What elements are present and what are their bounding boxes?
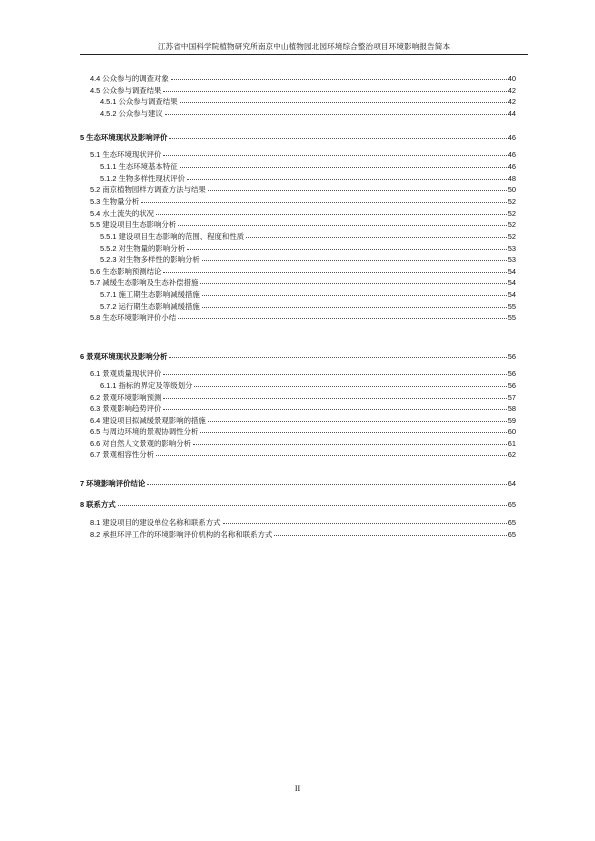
toc-entry[interactable] — [80, 133, 516, 143]
dot-leader — [180, 167, 507, 168]
toc-entry[interactable] — [90, 450, 516, 460]
page-number: II — [294, 784, 301, 793]
toc-entry-number: 4.5.1 — [100, 97, 117, 106]
toc-entry-number: 6.2 — [90, 392, 101, 402]
toc-entry-title: 景观影响趋势评价 — [102, 404, 162, 413]
toc-entry-page: 46 — [507, 133, 516, 142]
toc-entry-title: 指标的界定及等级划分 — [118, 381, 193, 390]
toc-entry-title: 生态环境基本特征 — [118, 162, 178, 171]
toc-entry-page: 53 — [507, 255, 516, 264]
dot-leader — [200, 283, 506, 284]
toc-entry-number: 6.1 — [90, 369, 101, 378]
toc-entry-title: 生物量分析 — [102, 197, 140, 206]
dot-leader — [178, 225, 507, 226]
toc-entry-page: 46 — [507, 162, 516, 171]
dot-leader — [193, 444, 507, 445]
toc-entry-number: 5 — [80, 133, 85, 142]
toc-entry-title: 景观质量现状评价 — [102, 369, 162, 378]
toc-entry-page: 42 — [507, 85, 516, 95]
dot-leader — [208, 421, 507, 422]
dot-leader — [163, 272, 506, 273]
toc-entry-page: 61 — [507, 438, 516, 448]
toc-entry-number: 5.6 — [90, 266, 101, 276]
toc-entry-number: 6.5 — [90, 427, 101, 436]
toc-entry[interactable] — [90, 530, 516, 540]
toc-entry-title: 公众参与调查结果 — [118, 97, 178, 106]
toc-entry-number: 7 — [80, 479, 85, 488]
toc-entry-title: 南京植物园样方调查方法与结果 — [102, 185, 206, 194]
dot-leader — [163, 374, 506, 375]
dot-leader — [163, 409, 506, 410]
toc-entry[interactable] — [100, 109, 516, 119]
toc-entry-page: 60 — [507, 427, 516, 436]
toc-entry-title: 运行期生态影响减缓措施 — [118, 301, 200, 311]
toc-entry-number: 6.4 — [90, 415, 101, 425]
toc-entry[interactable] — [80, 500, 516, 510]
toc-entry-title: 景观环境现状及影响分析 — [86, 352, 168, 361]
toc-entry-number: 5.1 — [90, 150, 101, 159]
toc-entry[interactable] — [100, 162, 516, 172]
toc-entry-page: 52 — [507, 197, 516, 206]
toc-entry-page: 52 — [507, 232, 516, 241]
toc-entry[interactable] — [90, 86, 516, 96]
toc-entry-title: 环境影响评价结论 — [86, 479, 146, 488]
toc-entry-page: 65 — [507, 530, 516, 539]
toc-entry[interactable] — [90, 220, 516, 230]
toc-entry-number: 6.1.1 — [100, 381, 117, 390]
toc-entry-page: 42 — [507, 97, 516, 106]
toc-entry-title: 生态环境现状评价 — [102, 150, 162, 159]
toc-entry[interactable] — [90, 150, 516, 160]
toc-entry-page: 50 — [507, 185, 516, 194]
toc-entry[interactable] — [100, 290, 516, 300]
toc-entry[interactable] — [90, 369, 516, 379]
toc-entry-page: 56 — [507, 352, 516, 361]
toc-entry-title: 联系方式 — [86, 500, 116, 509]
toc-entry-title: 对生物多样性的影响分析 — [118, 255, 200, 264]
dot-leader — [180, 102, 507, 103]
toc-entry-number: 6 — [80, 352, 85, 361]
toc-entry[interactable] — [90, 427, 516, 437]
toc-entry-number: 6.3 — [90, 404, 101, 413]
toc-entry-title: 公众参与调查结果 — [102, 85, 162, 95]
toc-entry-page: 65 — [507, 500, 516, 509]
toc-entry[interactable] — [90, 313, 516, 323]
toc-entry-number: 5.3 — [90, 197, 101, 206]
dot-leader — [118, 505, 507, 506]
dot-leader — [187, 179, 507, 180]
toc-entry-number: 6.6 — [90, 438, 101, 448]
toc-entry[interactable] — [100, 97, 516, 107]
toc-entry-title: 生态环境影响评价小结 — [102, 313, 177, 322]
toc-entry-number: 5.5 — [90, 220, 101, 229]
toc-entry-title: 景观相容性分析 — [102, 450, 155, 459]
toc-entry-number: 8 — [80, 500, 85, 509]
toc-entry[interactable] — [80, 479, 516, 489]
toc-entry[interactable] — [100, 255, 516, 265]
toc-entry[interactable] — [100, 381, 516, 391]
toc-entry-number: 8.1 — [90, 518, 101, 527]
dot-leader — [202, 307, 507, 308]
toc-entry-title: 对自然人文景观的影响分析 — [102, 438, 191, 448]
toc-entry[interactable] — [100, 174, 516, 184]
toc-entry[interactable] — [100, 302, 516, 312]
toc-entry-title: 建设项目生态影响分析 — [102, 220, 177, 229]
dot-leader — [194, 386, 506, 387]
dot-leader — [246, 237, 507, 238]
toc-entry[interactable] — [90, 185, 516, 195]
toc-entry-number: 4.5.2 — [100, 108, 117, 118]
dot-leader — [202, 295, 507, 296]
toc-entry[interactable] — [90, 209, 516, 219]
dot-leader — [156, 214, 507, 215]
dot-leader — [202, 260, 507, 261]
toc-entry-page: 62 — [507, 450, 516, 459]
toc-entry-number: 5.5.2 — [100, 243, 117, 253]
toc-entry[interactable] — [80, 352, 516, 362]
dot-leader — [156, 455, 507, 456]
dot-leader — [200, 432, 506, 433]
toc-entry-number: 5.2 — [90, 185, 101, 194]
toc-entry-page: 52 — [507, 220, 516, 229]
dot-leader — [274, 535, 506, 536]
toc-entry-title: 建设项目生态影响的范围、程度和性质 — [118, 232, 245, 241]
dot-leader — [169, 357, 506, 358]
toc-entry-page: 54 — [507, 290, 516, 299]
dot-leader — [169, 138, 506, 139]
toc-entry-page: 54 — [507, 278, 516, 287]
toc-entry-title: 生态环境现状及影响评价 — [86, 133, 168, 142]
toc-entry-page: 44 — [507, 108, 516, 118]
toc-entry-page: 56 — [507, 381, 516, 390]
toc-entry-page: 64 — [507, 479, 516, 488]
dot-leader — [165, 114, 507, 115]
toc-entry-number: 5.1.2 — [100, 173, 117, 183]
dot-leader — [163, 91, 506, 92]
toc-entry-number: 5.5.1 — [100, 232, 117, 241]
toc-entry-title: 景观环境影响预测 — [102, 392, 162, 402]
toc-entry-number: 8.2 — [90, 530, 101, 539]
toc-entry-page: 52 — [507, 208, 516, 218]
toc-entry-number: 4.4 — [90, 74, 101, 83]
toc-entry-page: 57 — [507, 392, 516, 402]
toc-entry[interactable] — [90, 74, 516, 84]
toc-entry-page: 59 — [507, 415, 516, 425]
toc-entry-title: 公众参与的调查对象 — [102, 74, 169, 83]
toc-entry[interactable] — [100, 232, 516, 242]
dot-leader — [171, 79, 507, 80]
toc-entry-title: 建设项目的建设单位名称和联系方式 — [102, 518, 221, 527]
toc-entry-page: 54 — [507, 266, 516, 276]
toc-entry-number: 5.7.2 — [100, 301, 117, 311]
toc-entry-title: 公众参与建议 — [118, 108, 163, 118]
dot-leader — [223, 523, 507, 524]
toc-entry-title: 承担环评工作的环境影响评价机构的名称和联系方式 — [102, 530, 273, 539]
dot-leader — [187, 249, 507, 250]
toc-entry-number: 5.4 — [90, 208, 101, 218]
toc-entry-number: 5.7 — [90, 278, 101, 287]
toc-entry-number: 4.5 — [90, 85, 101, 95]
toc-entry[interactable] — [90, 439, 516, 449]
toc-entry-page: 65 — [507, 518, 516, 527]
toc-entry-number: 6.7 — [90, 450, 101, 459]
toc-entry[interactable] — [90, 416, 516, 426]
toc-entry-page: 56 — [507, 369, 516, 378]
toc-entry[interactable] — [90, 197, 516, 207]
toc-entry-number: 5.7.1 — [100, 290, 117, 299]
toc-entry[interactable] — [90, 393, 516, 403]
toc-entry[interactable] — [90, 518, 516, 528]
toc-entry-title: 建设项目拟减缓景观影响的措施 — [102, 415, 206, 425]
toc-entry-title: 生态影响预测结论 — [102, 266, 162, 276]
toc-entry-page: 48 — [507, 173, 516, 183]
dot-leader — [178, 318, 507, 319]
toc-entry-page: 53 — [507, 243, 516, 253]
toc-entry-page: 40 — [507, 74, 516, 83]
toc-entry-title: 对生物量的影响分析 — [118, 243, 185, 253]
dot-leader — [147, 484, 507, 485]
header-rule — [80, 54, 528, 55]
dot-leader — [141, 202, 507, 203]
dot-leader — [163, 155, 506, 156]
toc-entry[interactable] — [90, 267, 516, 277]
toc-entry-number: 5.2.3 — [100, 255, 117, 264]
toc-entry-page: 55 — [507, 313, 516, 322]
toc-entry-number: 5.8 — [90, 313, 101, 322]
toc-entry-page: 46 — [507, 150, 516, 159]
running-header: 江苏省中国科学院植物研究所南京中山植物园北园环境综合整治项目环境影响报告简本 — [157, 42, 451, 51]
dot-leader — [208, 190, 507, 191]
toc-entry-title: 减缓生态影响及生态补偿措施 — [102, 278, 199, 287]
toc-entry-title: 与周边环境的景观协调性分析 — [102, 427, 199, 436]
toc-entry-title: 水土流失的状况 — [102, 208, 155, 218]
toc-entry[interactable] — [100, 244, 516, 254]
toc-entry-title: 施工期生态影响减缓措施 — [118, 290, 200, 299]
toc-entry[interactable] — [90, 278, 516, 288]
toc-entry-title: 生物多样性现状评价 — [118, 173, 185, 183]
toc-entry[interactable] — [90, 404, 516, 414]
dot-leader — [163, 398, 506, 399]
toc-entry-page: 55 — [507, 301, 516, 311]
toc-entry-number: 5.1.1 — [100, 162, 117, 171]
toc-entry-page: 58 — [507, 404, 516, 413]
